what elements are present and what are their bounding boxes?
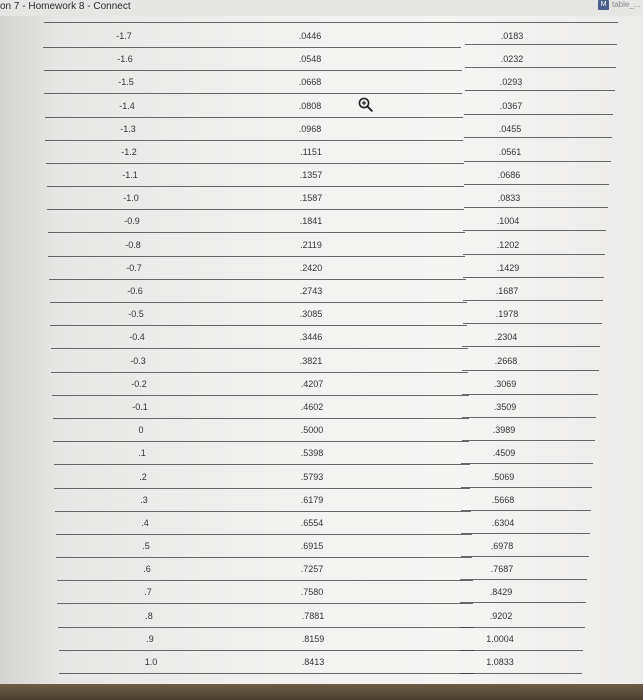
density-value-cell: .0686: [497, 170, 521, 180]
row-divider: [461, 533, 590, 534]
row-divider: [50, 325, 467, 326]
window-titlebar: [0, 0, 643, 17]
row-divider: [56, 534, 472, 535]
cdf-value-cell: .0968: [298, 124, 322, 134]
cdf-value-cell: .3821: [299, 356, 323, 366]
density-value-cell: .3509: [493, 402, 517, 412]
bottom-edge: [0, 684, 643, 700]
cdf-value-cell: .0446: [298, 31, 322, 41]
row-divider: [52, 395, 469, 396]
cdf-value-cell: .8413: [301, 657, 325, 667]
row-divider: [43, 47, 461, 48]
row-divider: [53, 418, 469, 419]
x-value-cell: -0.1: [132, 402, 148, 412]
x-value-cell: .1: [138, 448, 146, 458]
row-divider: [463, 230, 606, 231]
density-value-cell: .1429: [496, 263, 520, 273]
row-divider: [463, 323, 602, 324]
row-divider: [463, 277, 604, 278]
density-value-cell: .1004: [496, 216, 520, 226]
row-divider: [51, 348, 468, 349]
cdf-value-cell: .4207: [300, 379, 324, 389]
density-value-cell: .1687: [495, 286, 519, 296]
x-value-cell: -0.3: [130, 356, 146, 366]
x-value-cell: .9: [146, 634, 154, 644]
x-value-cell: .5: [142, 541, 150, 551]
row-divider: [462, 394, 598, 395]
app-badge-icon[interactable]: M: [598, 0, 609, 10]
row-divider: [44, 70, 462, 71]
row-divider: [45, 117, 463, 118]
density-value-cell: .0833: [497, 193, 521, 203]
row-divider: [461, 556, 589, 557]
density-value-cell: .9202: [489, 611, 513, 621]
row-divider: [462, 346, 600, 347]
cdf-value-cell: .7580: [300, 587, 324, 597]
density-value-cell: .6978: [490, 541, 514, 551]
cdf-value-cell: .4602: [300, 402, 324, 412]
cdf-value-cell: .8159: [301, 634, 325, 644]
cdf-value-cell: .5398: [300, 448, 324, 458]
x-value-cell: .3: [140, 495, 148, 505]
x-value-cell: -1.0: [123, 193, 139, 203]
cdf-value-cell: .6915: [300, 541, 324, 551]
row-divider: [57, 580, 473, 581]
density-value-cell: .0561: [498, 147, 522, 157]
row-divider: [46, 163, 464, 164]
cdf-value-cell: .2420: [299, 263, 323, 273]
density-value-cell: .4509: [492, 448, 516, 458]
density-value-cell: 1.0004: [486, 634, 514, 644]
row-divider: [54, 488, 470, 489]
x-value-cell: -0.9: [124, 216, 140, 226]
density-value-cell: .2668: [494, 356, 518, 366]
density-value-cell: .8429: [489, 587, 513, 597]
x-value-cell: -1.3: [120, 124, 136, 134]
x-value-cell: -0.4: [129, 332, 145, 342]
density-value-cell: .0232: [500, 54, 524, 64]
row-divider: [464, 207, 608, 208]
density-value-cell: .1978: [495, 309, 519, 319]
cdf-value-cell: .6554: [300, 518, 324, 528]
density-value-cell: .5668: [491, 495, 515, 505]
cdf-value-cell: .0548: [298, 54, 322, 64]
row-divider: [464, 114, 613, 115]
x-value-cell: 1.0: [144, 657, 158, 667]
row-divider: [464, 137, 612, 138]
x-value-cell: .6: [143, 564, 151, 574]
row-divider: [44, 93, 462, 94]
row-divider: [48, 232, 465, 233]
row-divider: [461, 487, 592, 488]
cdf-value-cell: .5000: [300, 425, 324, 435]
x-value-cell: -1.2: [121, 147, 137, 157]
row-divider: [463, 254, 605, 255]
row-divider: [48, 256, 465, 257]
cdf-value-cell: .7257: [300, 564, 324, 574]
row-divider: [462, 440, 595, 441]
density-value-cell: .1202: [496, 240, 520, 250]
row-divider: [50, 302, 467, 303]
x-value-cell: -1.6: [117, 54, 133, 64]
row-divider: [462, 370, 599, 371]
row-divider: [461, 510, 591, 511]
density-value-cell: 1.0833: [486, 657, 514, 667]
x-value-cell: -1.1: [122, 170, 138, 180]
density-value-cell: .0293: [499, 77, 523, 87]
row-divider: [465, 90, 615, 91]
row-divider: [464, 161, 611, 162]
zoom-in-icon[interactable]: [358, 97, 373, 112]
density-value-cell: .0455: [498, 124, 522, 134]
row-divider: [461, 463, 593, 464]
row-divider: [460, 602, 586, 603]
row-divider: [463, 300, 603, 301]
row-divider: [54, 464, 470, 465]
cdf-value-cell: .6179: [300, 495, 324, 505]
row-divider: [58, 627, 474, 628]
row-divider: [460, 627, 585, 628]
x-value-cell: .7: [144, 587, 152, 597]
row-divider: [55, 511, 471, 512]
density-value-cell: .0367: [499, 101, 523, 111]
row-divider: [53, 441, 469, 442]
window-title: on 7 - Homework 8 - Connect: [0, 1, 131, 12]
x-value-cell: -0.2: [131, 379, 147, 389]
row-divider: [465, 67, 616, 68]
x-value-cell: -0.7: [126, 263, 142, 273]
x-value-cell: -1.4: [119, 101, 135, 111]
row-divider: [460, 650, 583, 651]
x-value-cell: -0.5: [128, 309, 144, 319]
density-value-cell: .3069: [493, 379, 517, 389]
cdf-value-cell: .0668: [298, 77, 322, 87]
density-value-cell: .2304: [494, 332, 518, 342]
cdf-value-cell: .2119: [300, 240, 322, 250]
x-value-cell: .4: [141, 518, 149, 528]
x-value-cell: -1.7: [116, 31, 132, 41]
density-value-cell: .0183: [500, 31, 524, 41]
cdf-value-cell: .7881: [301, 611, 325, 621]
row-divider: [59, 673, 474, 674]
row-divider: [59, 650, 474, 651]
density-value-cell: .5069: [491, 472, 515, 482]
cdf-value-cell: .3446: [299, 332, 323, 342]
cdf-value-cell: .0808: [298, 101, 322, 111]
density-value-cell: .6304: [491, 518, 515, 528]
x-value-cell: -0.8: [125, 240, 141, 250]
cdf-value-cell: .1357: [299, 170, 323, 180]
table-top-rule: [44, 22, 618, 23]
row-divider: [47, 186, 464, 187]
cdf-value-cell: .5793: [300, 472, 324, 482]
row-divider: [56, 557, 472, 558]
row-divider: [47, 209, 464, 210]
cdf-value-cell: .1587: [299, 193, 323, 203]
row-divider: [464, 184, 609, 185]
x-value-cell: 0: [138, 425, 144, 435]
row-divider: [465, 44, 617, 45]
x-value-cell: .8: [145, 611, 153, 621]
cdf-value-cell: .1841: [299, 216, 323, 226]
x-value-cell: -1.5: [118, 77, 134, 87]
x-value-cell: -0.6: [127, 286, 143, 296]
row-divider: [460, 579, 587, 580]
row-divider: [49, 279, 466, 280]
density-value-cell: .7687: [490, 564, 514, 574]
row-divider: [51, 372, 468, 373]
row-divider: [460, 673, 582, 674]
x-value-cell: .2: [139, 472, 147, 482]
row-divider: [462, 417, 596, 418]
cdf-value-cell: .3085: [299, 309, 323, 319]
density-value-cell: .3989: [492, 425, 516, 435]
cdf-value-cell: .2743: [299, 286, 323, 296]
row-divider: [57, 603, 473, 604]
corner-tab-label[interactable]: table_...: [612, 0, 641, 9]
row-divider: [45, 140, 463, 141]
cdf-value-cell: .1151: [300, 147, 322, 157]
